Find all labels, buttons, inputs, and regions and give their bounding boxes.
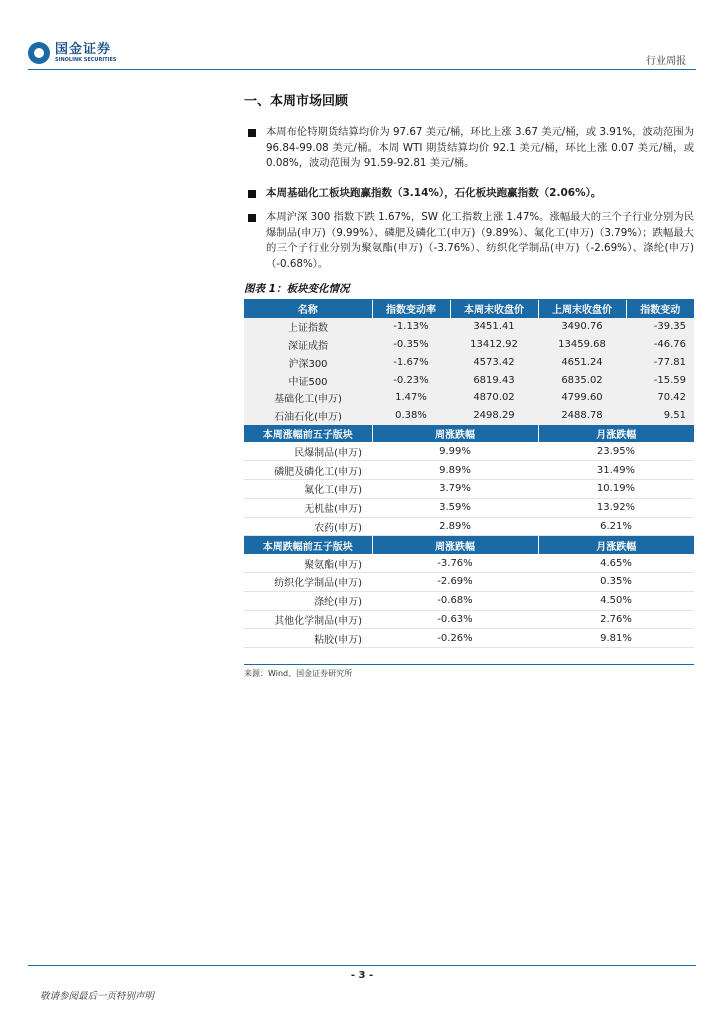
table-row: [244, 517, 694, 536]
table-cell: 6819.43: [450, 371, 538, 389]
table-cell: 2.89%: [372, 517, 538, 536]
table-row: [244, 591, 694, 610]
column-header: 上周末收盘价: [538, 300, 626, 318]
column-header: 本周末收盘价: [450, 300, 538, 318]
column-header: 指数变动率: [372, 300, 450, 318]
table-cell: 13412.92: [450, 336, 538, 354]
table-row: [244, 336, 694, 354]
table-cell: 中证500: [244, 371, 372, 389]
bullet-oil-prices: [244, 125, 694, 172]
table-cell: 6835.02: [538, 371, 626, 389]
table-cell: 4651.24: [538, 353, 626, 371]
table-cell: 0.38%: [372, 407, 450, 425]
table-cell: -15.59: [626, 371, 694, 389]
logo-mark-icon: [28, 42, 50, 64]
table-row: [244, 479, 694, 498]
table-cell: -2.69%: [372, 572, 538, 591]
table-cell: 13459.68: [538, 336, 626, 354]
table-cell: -0.35%: [372, 336, 450, 354]
table-cell: 70.42: [626, 389, 694, 407]
square-bullet-icon: [248, 214, 256, 222]
table-row: [244, 498, 694, 517]
table-cell: -3.76%: [372, 554, 538, 572]
header-divider: [28, 69, 696, 70]
table-cell: -0.63%: [372, 610, 538, 629]
bullet-text: 本周布伦特期货结算均价为 97.67 美元/桶，环比上涨 3.67 美元/桶，或 3.91%，波动范围为 96.84-99.08 美元/桶。本周 WTI 期货结算均价 92.1 美元/桶，环比上涨 0.07 美元/桶，或 0.08%，波动范围为 91.59-92.81 美元/桶。: [266, 126, 694, 169]
table-cell: 13.92%: [538, 498, 694, 517]
square-bullet-icon: [248, 129, 256, 137]
table-cell: 2488.78: [538, 407, 626, 425]
table-cell: 3.79%: [372, 479, 538, 498]
section-title: 一、本周市场回顾: [244, 94, 349, 109]
column-header: 周涨跌幅: [372, 425, 538, 443]
table-cell: 涤纶(申万): [244, 591, 372, 610]
bullet-text: 本周沪深 300 指数下跌 1.67%，SW 化工指数上涨 1.47%。涨幅最大的三个子行业分别为民爆制品(申万)（9.99%）、磷肥及磷化工(申万)（9.89%）、氟化工(申万)（3.79%）；跌幅最大的三个子行业分别为聚氨酯(申万)（-3.76%）、纺织化学制品(申万)（-2.69%）、涤纶(申万)（-0.68%）。: [266, 211, 694, 270]
table-cell: 基础化工(申万): [244, 389, 372, 407]
table-cell: 磷肥及磷化工(申万): [244, 461, 372, 480]
table-row: [244, 407, 694, 425]
table-cell: -77.81: [626, 353, 694, 371]
sector-change-table: [244, 300, 694, 648]
table-cell: 1.47%: [372, 389, 450, 407]
column-header: 名称: [244, 300, 372, 318]
table-cell: 沪深300: [244, 353, 372, 371]
table-cell: 3490.76: [538, 318, 626, 336]
table-cell: 2498.29: [450, 407, 538, 425]
table-row: [244, 442, 694, 460]
company-logo: [28, 42, 117, 64]
table-cell: 粘胶(申万): [244, 629, 372, 648]
square-bullet-icon: [248, 190, 256, 198]
page-header: [0, 0, 724, 70]
page-number: - 3 -: [350, 970, 374, 981]
table-row: [244, 389, 694, 407]
table-cell: 农药(申万): [244, 517, 372, 536]
table-cell: 3.59%: [372, 498, 538, 517]
table-cell: 3451.41: [450, 318, 538, 336]
column-header: 周涨跌幅: [372, 536, 538, 554]
report-type: 行业周报: [646, 56, 686, 67]
table-cell: -0.23%: [372, 371, 450, 389]
table-cell: 9.51: [626, 407, 694, 425]
table-cell: 4870.02: [450, 389, 538, 407]
bullet-index-movement: [244, 210, 694, 272]
table-cell: 0.35%: [538, 572, 694, 591]
table-row: [244, 371, 694, 389]
column-header: 月涨跌幅: [538, 425, 694, 443]
table-cell: -1.67%: [372, 353, 450, 371]
table-row: [244, 610, 694, 629]
table-cell: 聚氨酯(申万): [244, 554, 372, 572]
table-cell: 4.65%: [538, 554, 694, 572]
table-cell: 氟化工(申万): [244, 479, 372, 498]
figure-source: 来源：Wind、国金证券研究所: [244, 664, 694, 679]
table-cell: 6.21%: [538, 517, 694, 536]
table-row: [244, 554, 694, 572]
table-cell: 纺织化学制品(申万): [244, 572, 372, 591]
table-cell: 23.95%: [538, 442, 694, 460]
table-cell: 4799.60: [538, 389, 626, 407]
figure-title: 图表 1：板块变化情况: [244, 281, 694, 300]
logo-chinese-name: 国金证券: [55, 42, 112, 57]
table-cell: 其他化学制品(申万): [244, 610, 372, 629]
table-cell: -39.35: [626, 318, 694, 336]
footer-divider: [28, 965, 696, 966]
table-cell: 10.19%: [538, 479, 694, 498]
up-header-row: [244, 425, 694, 443]
index-header-row: [244, 300, 694, 318]
table-cell: 4.50%: [538, 591, 694, 610]
table-cell: 2.76%: [538, 610, 694, 629]
table-cell: 上证指数: [244, 318, 372, 336]
table-cell: 无机盐(申万): [244, 498, 372, 517]
column-header: 月涨跌幅: [538, 536, 694, 554]
table-cell: 深证成指: [244, 336, 372, 354]
table-cell: 民爆制品(申万): [244, 442, 372, 460]
table-row: [244, 572, 694, 591]
table-cell: -0.26%: [372, 629, 538, 648]
table-row: [244, 629, 694, 648]
column-header: 指数变动: [626, 300, 694, 318]
column-header: 本周跌幅前五子版块: [244, 536, 372, 554]
table-cell: -0.68%: [372, 591, 538, 610]
table-cell: 4573.42: [450, 353, 538, 371]
down-header-row: [244, 536, 694, 554]
table-row: [244, 461, 694, 480]
table-cell: 石油石化(申万): [244, 407, 372, 425]
table-cell: -1.13%: [372, 318, 450, 336]
column-header: 本周涨幅前五子版块: [244, 425, 372, 443]
table-row: [244, 318, 694, 336]
footer-disclaimer: 敬请参阅最后一页特别声明: [40, 991, 155, 1002]
table-row: [244, 353, 694, 371]
bullet-text: 本周基础化工板块跑赢指数（3.14%），石化板块跑赢指数（2.06%）。: [266, 186, 602, 199]
table-cell: 9.89%: [372, 461, 538, 480]
table-cell: 31.49%: [538, 461, 694, 480]
bullet-sector-summary: [244, 186, 694, 202]
main-content: [244, 90, 694, 679]
table-cell: 9.99%: [372, 442, 538, 460]
table-cell: -46.76: [626, 336, 694, 354]
logo-english-name: SINOLINK SECURITIES: [55, 57, 117, 63]
table-cell: 9.81%: [538, 629, 694, 648]
